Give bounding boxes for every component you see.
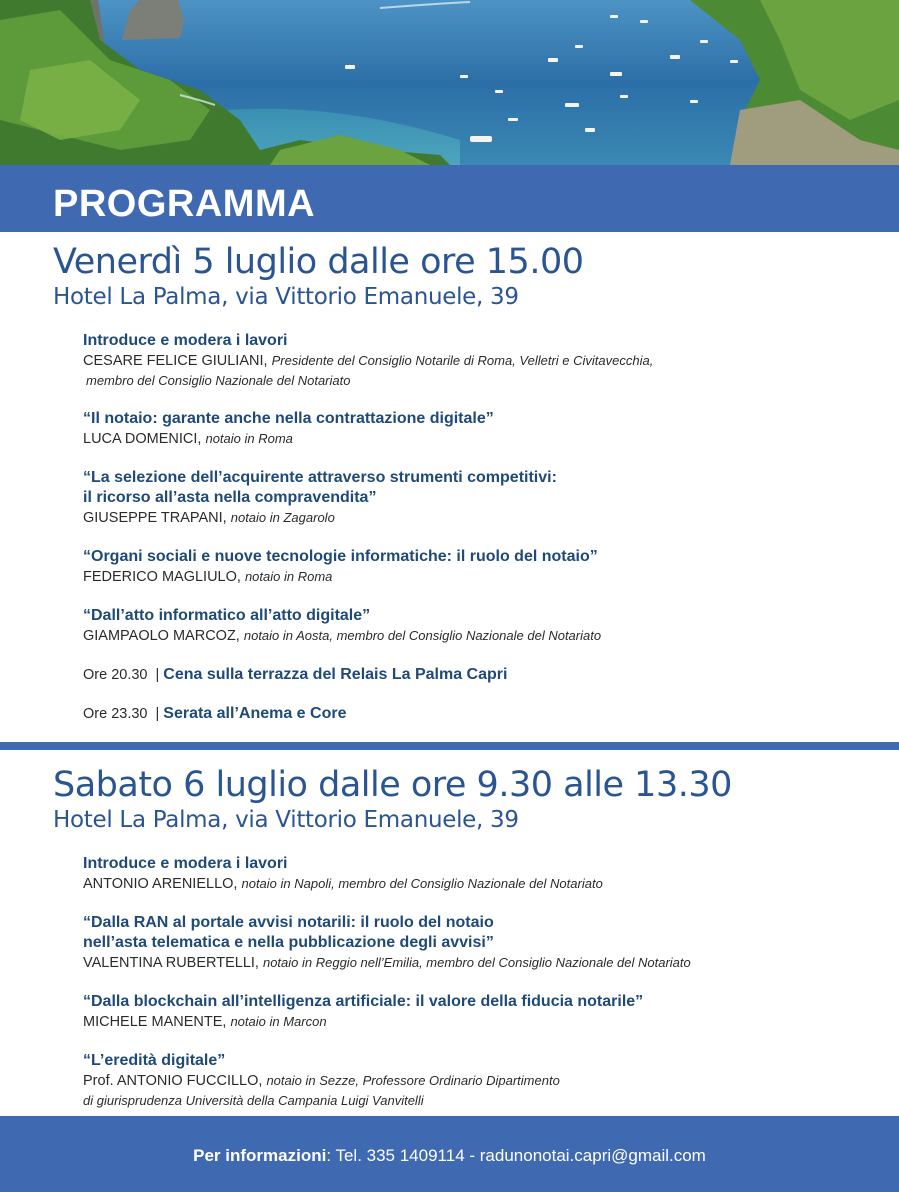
speaker-name: ANTONIO ARENIELLO, [83, 876, 242, 892]
speaker-role: notaio in Napoli, membro del Consiglio Nazionale del Notariato [241, 876, 603, 891]
day2-title: Sabato 6 luglio dalle ore 9.30 alle 13.30 [53, 765, 732, 805]
day1-item-2 [83, 409, 863, 449]
section-divider [0, 742, 899, 750]
item-title: “La selezione dell’acquirente attraverso strumenti competitivi: [83, 469, 557, 486]
item-title: “Organi sociali e nuove tecnologie informatiche: il ruolo del notaio” [83, 548, 598, 565]
footer-contact [0, 1146, 899, 1166]
speaker-role: notaio in Aosta, membro del Consiglio Nazionale del Notariato [243, 628, 602, 643]
speaker-role-continued: di giurisprudenza Università della Campania Luigi Vanvitelli [83, 1093, 424, 1108]
day2-item-3 [83, 992, 863, 1032]
item-title: “Il notaio: garante anche nella contrattazione digitale” [83, 410, 494, 427]
hero-image [0, 0, 899, 165]
item-title-line2: il ricorso all’asta nella compravendita” [83, 489, 377, 506]
speaker-name: GIAMPAOLO MARCOZ, [83, 628, 244, 644]
day1-item-4 [83, 547, 863, 587]
speaker-role: notaio in Reggio nell’Emilia, membro del Consiglio Nazionale del Notariato [262, 955, 691, 970]
footer-details[interactable]: : Tel. 335 1409114 - radunonotai.capri@gmail.com [326, 1146, 706, 1165]
item-title: “Dalla blockchain all’intelligenza artificiale: il valore della fiducia notarile” [83, 993, 644, 1010]
item-speaker [83, 429, 863, 449]
day1-item-1 [83, 331, 863, 391]
footer [0, 1116, 899, 1192]
capri-coast-illustration [0, 0, 899, 165]
footer-label: Per informazioni [193, 1146, 327, 1165]
programma-banner [0, 165, 899, 232]
day2-item-2 [83, 913, 863, 973]
day1-place: Hotel La Palma, via Vittorio Emanuele, 39 [53, 284, 519, 310]
day2-item-4 [83, 1051, 863, 1111]
item-speaker [83, 351, 863, 371]
item-title-line2: nell’asta telematica e nella pubblicazione degli avvisi” [83, 934, 494, 951]
item-title: Introduce e modera i lavori [83, 855, 288, 872]
item-speaker [83, 508, 863, 528]
event-label: Serata all’Anema e Core [163, 705, 347, 722]
speaker-name: GIUSEPPE TRAPANI, [83, 510, 231, 526]
item-speaker [83, 626, 863, 646]
event-label: Cena sulla terrazza del Relais La Palma Capri [163, 666, 508, 683]
day2-item-1 [83, 854, 863, 894]
speaker-name: CESARE FELICE GIULIANI, [83, 353, 272, 369]
event-time: Ore 20.30 [83, 667, 148, 683]
speaker-name: Prof. ANTONIO FUCCILLO, [83, 1073, 267, 1089]
event-separator: | [155, 667, 160, 683]
day2-place: Hotel La Palma, via Vittorio Emanuele, 39 [53, 807, 519, 833]
event-time: Ore 23.30 [83, 706, 148, 722]
event-evening [83, 705, 346, 723]
speaker-role: notaio in Marcon [230, 1014, 327, 1029]
speaker-role: notaio in Sezze, Professore Ordinario Dipartimento [266, 1073, 560, 1088]
event-dinner [83, 666, 507, 684]
item-speaker [83, 874, 863, 894]
item-title: Introduce e modera i lavori [83, 332, 288, 349]
speaker-name: FEDERICO MAGLIULO, [83, 569, 245, 585]
speaker-name: VALENTINA RUBERTELLI, [83, 955, 263, 971]
item-title: “L’eredità digitale” [83, 1052, 226, 1069]
day1-title: Venerdì 5 luglio dalle ore 15.00 [53, 242, 584, 282]
speaker-role: Presidente del Consiglio Notarile di Roma, Velletri e Civitavecchia, [271, 353, 654, 368]
item-speaker [83, 1012, 863, 1032]
day1-item-3 [83, 468, 863, 528]
speaker-name: MICHELE MANENTE, [83, 1014, 231, 1030]
speaker-name: LUCA DOMENICI, [83, 431, 206, 447]
item-speaker [83, 953, 863, 973]
speaker-role-continued: membro del Consiglio Nazionale del Notariato [86, 373, 351, 388]
speaker-role: notaio in Zagarolo [230, 510, 335, 525]
speaker-role: notaio in Roma [244, 569, 333, 584]
speaker-role: notaio in Roma [205, 431, 293, 446]
event-separator: | [155, 706, 160, 722]
item-speaker [83, 567, 863, 587]
item-title: “Dalla RAN al portale avvisi notarili: il ruolo del notaio [83, 914, 494, 931]
item-title: “Dall’atto informatico all’atto digitale” [83, 607, 371, 624]
banner-title: PROGRAMMA [53, 183, 316, 225]
item-speaker [83, 1071, 863, 1091]
day1-item-5 [83, 606, 863, 646]
